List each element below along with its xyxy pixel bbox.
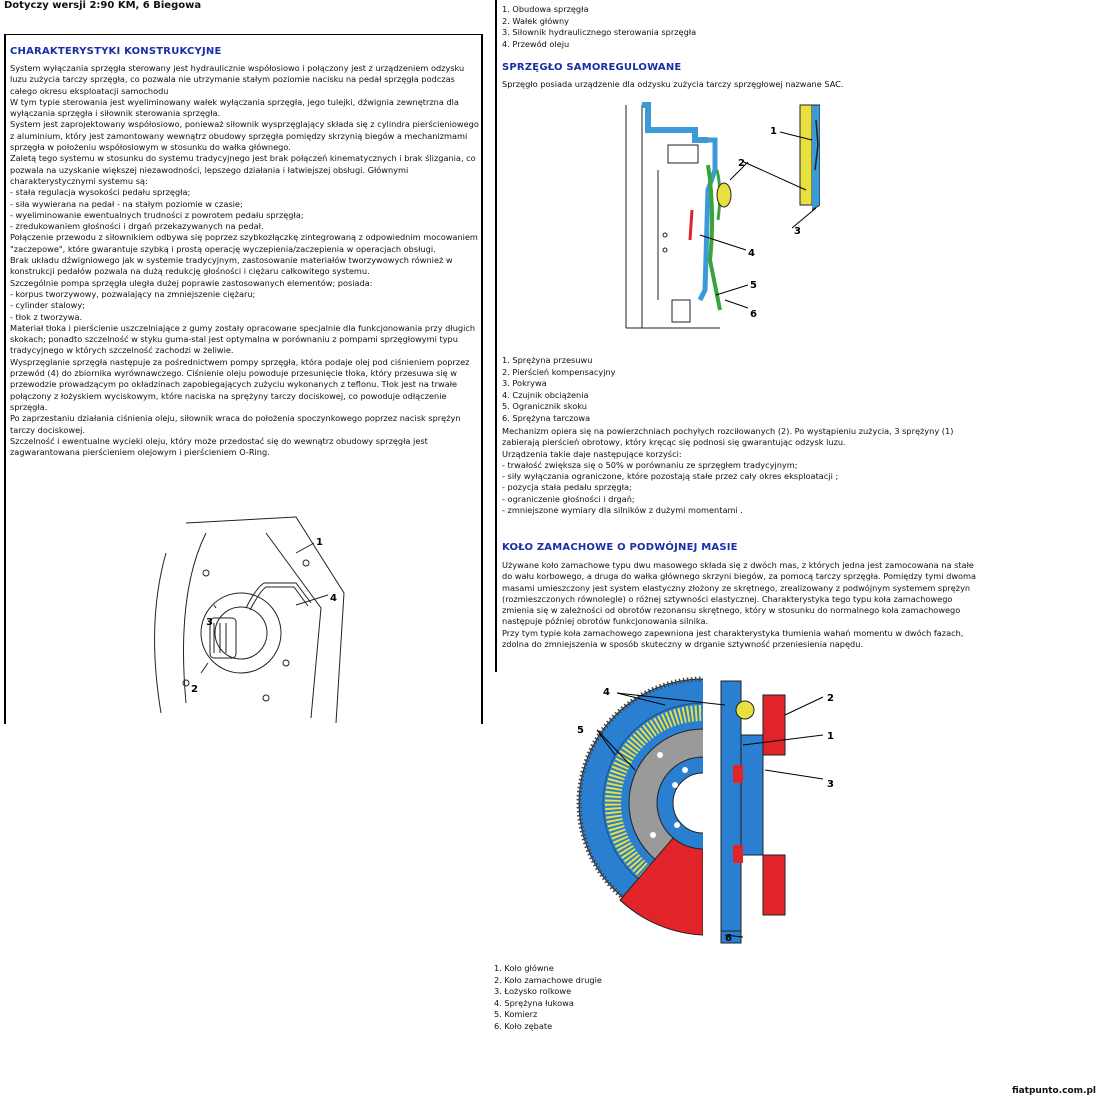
actuator-legend xyxy=(502,4,696,50)
list-item: 3. Łożysko rolkowe xyxy=(494,986,572,997)
callout-3: 3 xyxy=(794,226,801,237)
list-item: 1. Sprężyna przesuwu xyxy=(502,355,593,365)
callout-1: 1 xyxy=(316,537,323,548)
list-item: 4. Przewód oleju xyxy=(502,38,570,49)
flywheel-figure xyxy=(575,675,845,950)
sac-clutch-figure xyxy=(620,100,820,335)
section-title-flywheel: KOŁO ZAMACHOWE O PODWÓJNEJ MASIE xyxy=(502,542,738,553)
flywheel-legend xyxy=(494,963,602,1033)
sac-intro: Sprzęgło posiada urządzenie dla odzysku zużycia tarczy sprzęgłowej nazwane SAC. xyxy=(502,79,844,89)
callout-6: 6 xyxy=(750,309,757,320)
callout-5: 5 xyxy=(750,280,757,291)
callout-5: 5 xyxy=(577,725,584,736)
list-item: 3. Pokrywa xyxy=(502,378,547,389)
callout-2: 2 xyxy=(827,693,834,704)
list-item: 2. Wałek główny xyxy=(502,15,569,26)
callout-4: 4 xyxy=(603,687,610,698)
clutch-actuator-figure xyxy=(146,513,346,723)
list-item: 6. Sprężyna tarczowa xyxy=(502,412,591,423)
section-title-sac: SPRZĘGŁO SAMOREGULOWANE xyxy=(502,62,682,73)
callout-3: 3 xyxy=(206,617,213,628)
callout-2: 2 xyxy=(738,158,745,169)
flywheel-body: Używane koło zamachowe typu dwu masowego składa się z dwóch mas, z których jedna jest zamocowana na stałe do wału korbowego, a druga do wałka głównego skrzyni biegów, za pomocą tarczy sprzęgła. Pomiędzy tymi dwoma masami umieszczony jest system elastyczny złożony ze skrętnego, zrealizowany z podwójnym systemem sprężyn (rozmieszczonych równolegle) o różnej sztywności elastycznej. Charakterystyka tego typu koła zamachowego zmienia się w zależności od obrotów rezonansu skrętnego, który w stosunku do normalnego koła zamachowego następuje później obrotów funkcjonowania silnika. Przy tym typie koła zamachowego zapewniona jest charakterystyka tłumienia wahań momentu w dwóch fazach, zdolna do zmniejszenia w sposób skuteczny w drganie sztywność przeniesienia napędu. xyxy=(502,560,977,650)
list-item: 2. Pierścień kompensacyjny xyxy=(502,366,616,377)
sac-legend xyxy=(502,355,616,425)
site-footer: fiatpunto.com.pl xyxy=(1011,1086,1096,1096)
sac-body: Mechanizm opiera się na powierzchniach pochyłych rozciłowanych (2). Po wystąpieniu zużycia, 3 sprężyny (1) zabierają pierścień obrotowy, który kręcąc się podnosi się gwarantując odzysk luzu. Urządzenia takie daje następujące korzyści: - trwałość zwiększa się o 50% w porównaniu ze sprzęgłem tradycyjnym; - siły wyłączania ograniczone, które pozostają stałe przez cały okres eksploatacji ; - pozycja stała pedału sprzęgła; - ograniczenie głośności i drgań; - zmniejszone wymiary dla silników z dużymi momentami . xyxy=(502,426,954,516)
list-item: 5. Ogranicznik skoku xyxy=(502,401,587,412)
page-header: Dotyczy wersji 2:90 KM, 6 Biegowa xyxy=(4,0,202,11)
callout-4: 4 xyxy=(330,593,337,604)
callout-4: 4 xyxy=(748,248,755,259)
list-item: 4. Sprężyna łukowa xyxy=(494,997,574,1008)
callout-2: 2 xyxy=(191,684,198,695)
list-item: 1. Koło główne xyxy=(494,963,554,973)
callout-6: 6 xyxy=(725,933,732,944)
list-item: 5. Komierz xyxy=(494,1009,538,1020)
list-item: 1. Obudowa sprzęgła xyxy=(502,4,589,14)
column-divider xyxy=(495,0,497,672)
left-panel xyxy=(4,34,483,724)
list-item: 3. Siłownik hydraulicznego sterowania sprzęgła xyxy=(502,27,697,38)
callout-1: 1 xyxy=(827,731,834,742)
list-item: 4. Czujnik obciążenia xyxy=(502,389,589,400)
section-title-construction: CHARAKTERYSTYKI KONSTRUKCYJNE xyxy=(10,46,222,57)
callout-1: 1 xyxy=(770,126,777,137)
list-item: 2. Koło zamachowe drugie xyxy=(494,974,602,985)
list-item: 6. Koło zębate xyxy=(494,1020,553,1031)
callout-3: 3 xyxy=(827,779,834,790)
construction-body: System wyłączania sprzęgła sterowany jest hydraulicznie współosiowo i połączony jest z urządzeniem odzysku luzu zużycia tarczy sprzęgła, co pozwala nie utrzymanie stałym poziomie nacisku na pedał sprzęgła podczas całego okresu eksploatacji samochodu W tym typie sterowania jest wyeliminowany wałek wyłączania sprzęgła, jego tulejki, dźwignia zewnętrzna dla wyłączania sprzęgła i siłownik sterowania sprzęgła. System jest zaprojektowany współosiowo, ponieważ siłownik wysprzęglający składa się z cylindra pierścieniowego z aluminium, który jest zamontowany wewnątrz obudowy sprzęgła pomiędzy skrzynią biegów a mechanizmami sprzęgła w położeniu współosiowym w stosunku do wałka głównego. Zaletą tego systemu w stosunku do systemu tradycyjnego jest brak połączeń kinematycznych i brak ślizgania, co pozwala na uzyskanie większej niezawodności, lepszego działania i łatwiejszej obsługi. Głównymi charakterystycznymi systemu są: - stała regulacja wysokości pedału sprzęgła; - siła wywierana na pedał - na stałym poziomie w czasie; - wyeliminowanie ewentualnych trudności z powrotem pedału sprzęgła; - zredukowaniem głośności i drgań przekazywanych na pedał. Połączenie przewodu z siłownikiem odbywa się poprzez szybkozłączkę zintegrowaną z odpowiednim mocowaniem "zaczepowe", które gwarantuje szybką i prostą operację wyczepienia/zaczepienia w operacjach obsługi. Brak układu dźwigniowego jak w systemie tradycyjnym, zastosowanie materiałów tworzywowych również w konstrukcji pedałów pozwala na dużą redukcję głośności i ciężaru całkowitego systemu. Szczególnie pompa sprzęgła uległa dużej poprawie zastosowanych elementów; posiada: - korpus tworzywowy, pozwalający na zmniejszenie ciężaru; - cylinder stalowy; - tłok z tworzywa. Materiał tłoka i pierścienie uszczelniające z gumy zostały opracowane specjalnie dla funkcjonowania przy długich skokach; ponadto szczelność w styku guma-stal jest optymalna w porównaniu z pompami sprzęgłowymi typu tradycyjnego w których szczelność zachodzi w żeliwie. Wysprzęglanie sprzęgła następuje za pośrednictwem pompy sprzęgła, która podaje olej pod ciśnieniem poprzez przewód (4) do zbiornika wyrównawczego. Ciśnienie oleju powoduje przesunięcie tłoka, który przesuwa się w przewodzie prowadzącym po okładzinach zapobiegających zużyciu wykonanych z teflonu. Tłok jest na trwałe połączony z łożyskiem wyciskowym, które naciska na sprężyny tarczy dociskowej, co powoduje odłączenie sprzęgła. Po zaprzestaniu działania ciśnienia oleju, siłownik wraca do położenia spoczynkowego poprzez nacisk sprężyn tarczy dociskowej. Szczelność i ewentualne wycieki oleju, który może przedostać się do wewnątrz obudowy sprzęgła jest zagwarantowana pierścieniem olejowym i pierścieniem O-Ring. xyxy=(10,63,479,458)
